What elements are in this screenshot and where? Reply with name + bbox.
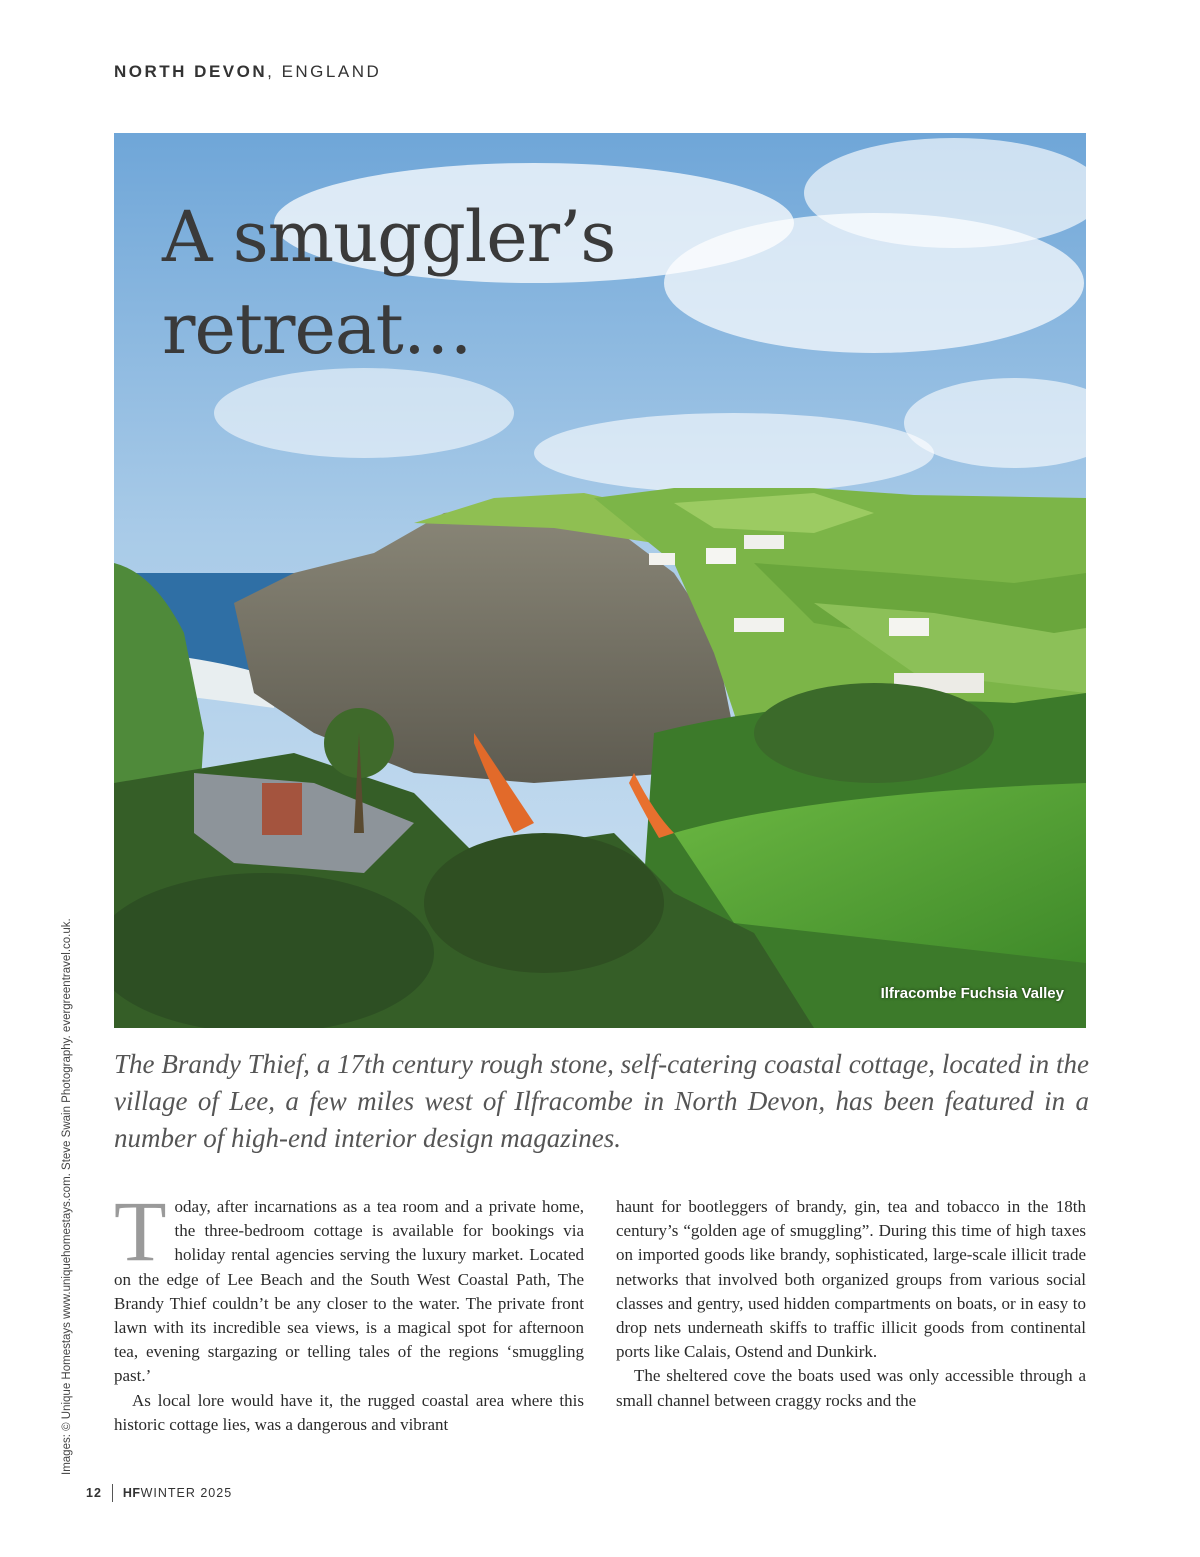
page-headline [162,191,615,375]
hero-photo [114,133,1086,1028]
section-region: NORTH DEVON [114,62,268,81]
body-paragraph: The sheltered cove the boats used was only accessible through a small channel between craggy rocks and the [616,1366,1086,1410]
magazine-name: HF [122,1486,141,1500]
body-paragraph: As local lore would have it, the rugged coastal area where this historic cottage lies, was a dangerous and vibrant [114,1390,584,1434]
section-country: , ENGLAND [267,62,382,81]
headline-line-1: A smuggler’s [162,196,616,278]
standfirst: The Brandy Thief, a 17th century rough stone, self-catering coastal cottage, located in the village of Lee, a few miles west of Ilfracombe in North Devon, has been featured in a number of high-end interior design magazines. [114,1049,1089,1153]
section-label [114,62,381,82]
body-paragraph [114,1183,584,1389]
body-column-right [616,1195,1086,1413]
body-paragraph: haunt for bootleggers of brandy, gin, tea and tobacco in the 18th century’s “golden age of smuggling”. During this time of high taxes on imported goods like brandy, sophisticated, large-scale illicit trade networks that involved both organized groups from various social classes and gentry, used hidden compartments on boats, or in easy to drop nets underneath skiffs to traffic illicit goods from continental ports like Calais, Ostend and Dunkirk. [616,1197,1086,1362]
page-number: 12 [86,1486,102,1500]
photo-caption: Ilfracombe Fuchsia Valley [880,985,1064,1002]
drop-cap: T [114,1183,167,1279]
image-credit: Images: © Unique Homestays www.uniquehomestays.com. Steve Swain Photography. evergreentravel.co.uk. [61,918,73,1475]
body-text: oday, after incarnations as a tea room and a private home, the three-bedroom cottage is available for bookings via holiday rental agencies serving the luxury market. Located on the edge of Lee Beach and the South West Coastal Path, The Brandy Thief couldn’t be any closer to the water. The private front lawn with its incredible sea views, is a magical spot for afternoon tea, evening stargazing or telling tales of the regions ‘smuggling past.’ [114,1197,584,1386]
page-footer [86,1484,232,1502]
body-column-left [114,1183,584,1437]
issue-label: WINTER 2025 [140,1486,233,1500]
footer-divider [112,1484,113,1502]
headline-line-2: retreat… [162,288,472,370]
